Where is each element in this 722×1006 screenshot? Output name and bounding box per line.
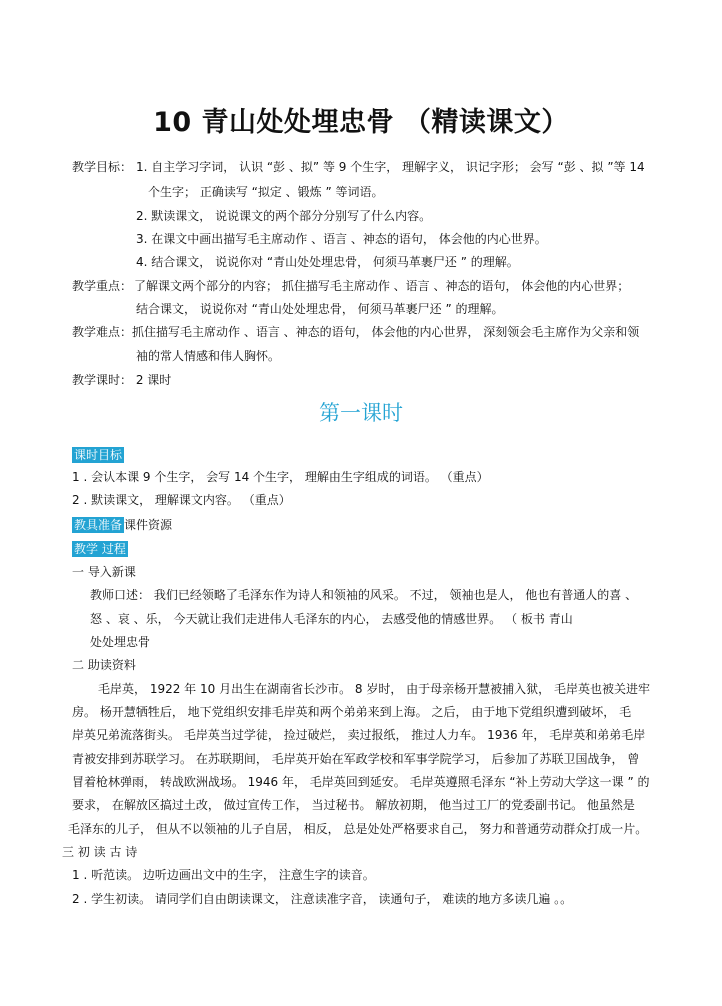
- section-2-line-6: 要求， 在解放区搞过土改， 做过宣传工作， 当过秘书。 解放初期， 他当过工厂的党委副书记。 他虽然是: [72, 798, 635, 812]
- prep-header: 教具准备: [74, 518, 123, 532]
- difficulties-line-1: 抓住描写毛主席动作 、语言 、神态的语句， 体会他的内心世界， 深刻领会毛主席作为父亲和领: [132, 325, 640, 339]
- section-2-line-1: 毛岸英， 1922 年 10 月出生在湖南省长沙市。 8 岁时， 由于母亲杨开慧被捕入狱， 毛岸英也被关进牢: [98, 682, 650, 696]
- section-2-line-2: 房。 杨开慧牺牲后， 地下党组织安排毛岸英和两个弟弟来到上海。 之后， 由于地下党组织遭到破坏， 毛: [72, 705, 632, 719]
- difficulties-line-2: 袖的常人情感和伟人胸怀。: [136, 349, 281, 363]
- goal-line-1: 1 . 会认本课 9 个生字， 会写 14 个生字， 理解由生字组成的词语。 （重点）: [72, 470, 489, 484]
- objectives-label: 教学目标：: [72, 160, 133, 174]
- goal-line-2: 2 . 默读课文， 理解课文内容。 （重点）: [72, 493, 291, 507]
- section-3-heading: 三 初 读 古 诗: [62, 845, 138, 859]
- section-3-line-2: 2 . 学生初读。 请同学们自由朗读课文， 注意读准字音， 读通句子， 难读的地方多读几遍 。。: [72, 892, 573, 906]
- teaching-hours: 教学课时： 2 课时: [72, 373, 172, 387]
- process-header: 教学 过程: [74, 542, 126, 556]
- prep-text: 课件资源: [124, 518, 173, 532]
- section-2-heading: 二 助读资料: [72, 658, 136, 672]
- section-2-line-5: 冒着枪林弹雨， 转战欧洲战场。 1946 年， 毛岸英回到延安。 毛岸英遵照毛泽东 “补上劳动大学这一课 ” 的: [72, 775, 650, 789]
- objective-line-1: 1. 自主学习字词， 认识 “彭 、拟” 等 9 个生字， 理解字义， 识记字形； 会写 “彭 、拟 ”等 14: [136, 160, 645, 174]
- section-1-line-2: 怒 、哀 、乐， 今天就让我们走进伟人毛泽东的内心， 去感受他的情感世界。 （ 板书 青山: [90, 612, 573, 626]
- objective-line-2: 2. 默读课文， 说说课文的两个部分分别写了什么内容。: [136, 209, 432, 223]
- key-points-label: 教学重点：: [72, 279, 133, 293]
- page-title: 10 青山处处埋忠骨 （精读课文）: [153, 107, 569, 138]
- goals-header: 课时目标: [74, 448, 123, 462]
- section-1-line-3: 处处埋忠骨: [90, 635, 151, 649]
- section-1-line-1: 教师口述： 我们已经领略了毛泽东作为诗人和领袖的风采。 不过， 领袖也是人， 他也有普通人的喜 、: [90, 588, 638, 602]
- difficulties-label: 教学难点：: [72, 325, 133, 339]
- key-points-line-2: 结合课文， 说说你对 “青山处处埋忠骨， 何须马革裹尸还 ” 的理解。: [136, 302, 504, 316]
- section-2-line-7: 毛泽东的儿子， 但从不以领袖的儿子自居， 相反， 总是处处严格要求自己， 努力和普通劳动群众打成一片。: [68, 822, 648, 836]
- section-1-heading: 一 导入新课: [72, 565, 136, 579]
- objective-line-3: 3. 在课文中画出描写毛主席动作 、语言 、神态的语句， 体会他的内心世界。: [136, 232, 547, 246]
- goals-header-wrap: [72, 444, 124, 463]
- objective-line-1b: 个生字； 正确读写 “拟定 、锻炼 ” 等词语。: [148, 185, 384, 199]
- lesson-title: 第一课时: [319, 401, 403, 425]
- section-2-line-4: 青被安排到苏联学习。 在苏联期间， 毛岸英开始在军政学校和军事学院学习， 后参加了苏联卫国战争， 曾: [72, 752, 640, 766]
- objective-line-4: 4. 结合课文， 说说你对 “青山处处埋忠骨， 何须马革裹尸还 ” 的理解。: [136, 255, 519, 269]
- key-points-line-1: 了解课文两个部分的内容； 抓住描写毛主席动作 、语言 、神态的语句， 体会他的内心世界；: [134, 279, 630, 293]
- section-3-line-1: 1 . 听范读。 边听边画出文中的生字， 注意生字的读音。: [72, 868, 375, 882]
- process-header-wrap: [72, 538, 128, 557]
- section-2-line-3: 岸英兄弟流落街头。 毛岸英当过学徒， 捡过破烂， 卖过报纸， 推过人力车。 1936 年， 毛岸英和弟弟毛岸: [72, 728, 646, 742]
- prep-row: [72, 514, 172, 533]
